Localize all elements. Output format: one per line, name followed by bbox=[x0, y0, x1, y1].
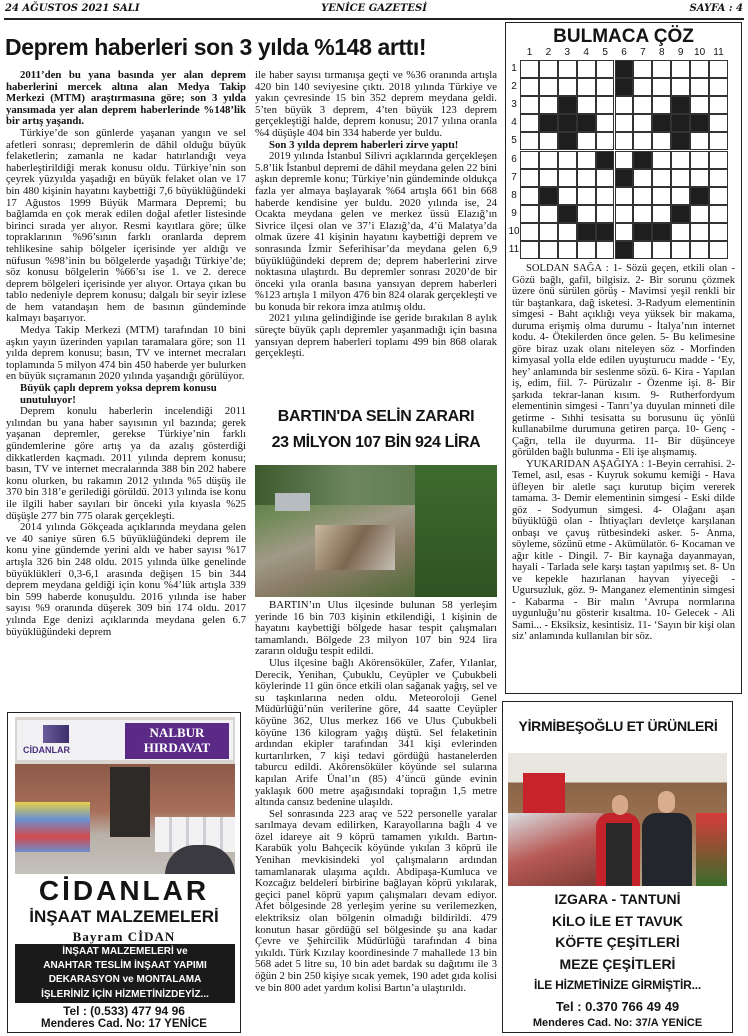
row-number: 3 bbox=[511, 99, 517, 111]
crossword-cell[interactable] bbox=[709, 223, 728, 241]
crossword-black-cell bbox=[671, 96, 690, 114]
crossword-cell[interactable] bbox=[671, 78, 690, 96]
cidanlar-name: CİDANLAR bbox=[38, 875, 210, 906]
yirmibesoglu-title: YİRMİBEŞOĞLU ET ÜRÜNLERİ bbox=[518, 718, 718, 734]
crossword-black-cell bbox=[558, 96, 577, 114]
crossword-cell[interactable] bbox=[671, 60, 690, 78]
crossword-cell[interactable] bbox=[520, 241, 539, 259]
crossword-cell[interactable] bbox=[709, 114, 728, 132]
crossword-cell[interactable] bbox=[633, 78, 652, 96]
crossword-cell[interactable] bbox=[652, 151, 671, 169]
crossword-black-cell bbox=[615, 60, 634, 78]
article-lead: 2011’den bu yana basında yer alan deprem haberlerini mercek altına alan Medya Takip Merkezi (MTM) araştırmasına göre; son 3 yılda yansımada yer alan deprem haberlerinde %148’lik bir artış yaşandı. bbox=[6, 69, 246, 128]
yirmibesoglu-advertisement bbox=[502, 701, 733, 1033]
crossword-black-cell bbox=[652, 223, 671, 241]
crossword-cell[interactable] bbox=[671, 151, 690, 169]
crossword-black-cell bbox=[539, 187, 558, 205]
cidanlar-advertisement bbox=[7, 712, 241, 1033]
crossword-cell[interactable] bbox=[577, 151, 596, 169]
crossword-black-cell bbox=[577, 223, 596, 241]
crossword-cell[interactable] bbox=[577, 60, 596, 78]
crossword-cell[interactable] bbox=[709, 169, 728, 187]
row-number: 5 bbox=[511, 135, 517, 147]
crossword-black-cell bbox=[577, 114, 596, 132]
crossword-black-cell bbox=[652, 114, 671, 132]
crossword-black-cell bbox=[671, 114, 690, 132]
crossword-black-cell bbox=[690, 114, 709, 132]
crossword-cell[interactable] bbox=[577, 187, 596, 205]
crossword-cell[interactable] bbox=[633, 96, 652, 114]
column-number: 6 bbox=[621, 47, 627, 58]
row-number: 9 bbox=[511, 207, 517, 219]
crossword-black-cell bbox=[558, 132, 577, 150]
article-paragraph: Deprem konulu haberlerin incelendiği 2011 yılından bu yana haber sayısının yıl bazında; gerek yaşanan depremler, gerekse Türkiye’nin farklı gündemlerine göre artış ya da azalış gösterdiği dikkatlerden kaçmadı. 2011 yılında deprem konusu; basın, TV ve internet mecralarında 388 bin 202 habere konu olurken, bu rakamın 2012 yılında %5 düşüş ile 370 bin 318’e gerilediği görüldü. 2013 yılında ise konu ile ilgili haber sayıları bir önceki yıla kıyasla %25 düşüşle 277 bin 775 olarak gerçekleşti. bbox=[6, 405, 246, 522]
crossword-cell[interactable] bbox=[596, 78, 615, 96]
crossword-black-cell bbox=[558, 205, 577, 223]
column-number: 1 bbox=[526, 47, 533, 58]
crossword-cell[interactable] bbox=[596, 169, 615, 187]
crossword-cell[interactable] bbox=[652, 132, 671, 150]
crossword-cell[interactable] bbox=[652, 187, 671, 205]
crossword-cell[interactable] bbox=[652, 241, 671, 259]
flood-damage-photo bbox=[255, 465, 497, 597]
article-paragraph: 2019 yılında İstanbul Silivri açıklarında gerçekleşen 5.8’lik İstanbul depremi de dâhil meydana gelen 22 bini aşkın depremle konu; Türkiye’nin gündeminde oldukça fazla yer almaya başlayarak %64 artışla 661 bin 668 haberde kendisine yer buldu. 2020 yılında ise, 24 Ocakta meydana gelen ve merkez üssü Elazığ’ın Sivrice ilçesi olan ve 37’i Elazığ’da, 4’ü Malatya’da olmak üzere 41 kişinin hayatını kaybettiği deprem ve sonrasında İzmir Seferihisar’da meydana gelen 6,9 büyüklüğündeki deprem de; deprem haberlerini zirve noktasına ulaştırdı. Bu depremler sonrası 2020’de bir önceki yıla oranla basına yansıyan deprem haberleri %123 artışla 1 milyon 476 bin 824 olarak gerçekleşti ve bu konuda bir rekora imza atılmış oldu. bbox=[255, 150, 497, 313]
column-number: 4 bbox=[583, 47, 589, 58]
crossword-black-cell bbox=[615, 241, 634, 259]
crossword-cell[interactable] bbox=[520, 169, 539, 187]
crossword-cell[interactable] bbox=[539, 169, 558, 187]
crossword-cell[interactable] bbox=[671, 241, 690, 259]
crossword-black-cell bbox=[558, 114, 577, 132]
cidanlar-owner: Bayram CİDAN bbox=[72, 929, 176, 944]
crossword-cell[interactable] bbox=[690, 96, 709, 114]
crossword-cell[interactable] bbox=[709, 241, 728, 259]
crossword-cell[interactable] bbox=[596, 96, 615, 114]
clues-down: YUKARIDAN AŞAĞIYA : 1-Beyin cerrahisi. 2- Temel, asıl, esas - Kuyruk sokumu kemiği - Hava üfleyen bir aletle saçı kurutup biçim vererek tamama. 3- Demir elementinin simgesi - Eski dilde göz - Sodyumun simgesi. 4- Olağanı aşan büyüklüğü olan - İhtiyaçları devletçe karşılanan onbaşı ve çavuş rütbesindeki asker. 5- Anma, söyleme, sözünü etme - Akümülatör. 6- Kocaman ve ağır kitle - Dingil. 7- Bir kaynağa dayanmayan, hayali - Tarlada sele karşı taştan yapılmış set. 8- Un ve kepekle hazırlanan hayvan yiyeceği - Ugursuzluk, göz. 9- Manganez elementinin simgesi - Kabarma - Bir malın ‘Avrupa normlarına uygunluğu’nu gösterir kısaltma. 10- Gelecek - Ali Sami... - Eksiksiz, kesintisiz. 11- ‘Sayın bir kişi olan siz’ anlamında kullanılan bir söz. bbox=[512, 458, 735, 642]
crossword-cell[interactable] bbox=[539, 151, 558, 169]
crossword-black-cell bbox=[615, 169, 634, 187]
crossword-cell[interactable] bbox=[633, 187, 652, 205]
crossword-cell[interactable] bbox=[690, 78, 709, 96]
crossword-cell[interactable] bbox=[539, 205, 558, 223]
column-number: 8 bbox=[659, 47, 665, 58]
crossword-cell[interactable] bbox=[539, 132, 558, 150]
crossword-cell[interactable] bbox=[690, 223, 709, 241]
cidanlar-services: İNŞAAT MALZEMELERİ ve ANAHTAR TESLİM İNŞAAT YAPIMI DEKARASYON ve MONTALAMA İŞLERİNİZ İÇİN HİZMETİNİZDEYİZ... bbox=[15, 944, 235, 1003]
crossword-cell[interactable] bbox=[596, 132, 615, 150]
crossword-cell[interactable] bbox=[539, 60, 558, 78]
crossword-cell[interactable] bbox=[652, 169, 671, 187]
row-number: 2 bbox=[511, 81, 517, 93]
article-paragraph: ile haber sayısı tırmanışa geçti ve %36 oranında artışla 420 bin 140 seviyesine çıktı. 2018 yılında Türkiye ve yakın çevresinde 15 bin 352 deprem meydana geldi. 5’ten büyük 3 deprem, 4’ten büyük 123 deprem gerçekleştiği halde, deprem konusu; 2017 yılına oranla %4 düşüşle 404 bin 334 haberde yer buldu. bbox=[255, 69, 497, 139]
crossword-box bbox=[505, 22, 742, 694]
crossword-black-cell bbox=[633, 151, 652, 169]
yirmibesoglu-services: IZGARA - TANTUNİ KİLO İLE ET TAVUK KÖFTE ÇEŞİTLERİ MEZE ÇEŞİTLERİ İLE HİZMETİNİZE GİRMİŞTİR... bbox=[533, 891, 702, 992]
crossword-cell[interactable] bbox=[558, 241, 577, 259]
crossword-black-cell bbox=[690, 187, 709, 205]
crossword-cell[interactable] bbox=[539, 96, 558, 114]
crossword-cell[interactable] bbox=[520, 205, 539, 223]
crossword-black-cell bbox=[633, 223, 652, 241]
column-number: 2 bbox=[545, 47, 552, 58]
crossword-cell[interactable] bbox=[520, 223, 539, 241]
crossword-cell[interactable] bbox=[652, 78, 671, 96]
crossword-cell[interactable] bbox=[558, 60, 577, 78]
butcher-shop-photo bbox=[508, 753, 727, 886]
crossword-cell[interactable] bbox=[520, 114, 539, 132]
row-number: 6 bbox=[511, 153, 517, 165]
article-paragraph: 2021 yılına gelindiğinde ise geride bırakılan 8 aylık süreçte büyük çaplı depremler yaşanmadığı için basına yansıyan deprem haberleri toplamı 499 bin 868 olarak gerçekleşti. bbox=[255, 312, 497, 360]
store-photo bbox=[15, 717, 235, 874]
crossword-cell[interactable] bbox=[577, 132, 596, 150]
crossword-cell[interactable] bbox=[539, 78, 558, 96]
crossword-black-cell bbox=[671, 132, 690, 150]
crossword-cell[interactable] bbox=[633, 60, 652, 78]
crossword-cell[interactable] bbox=[520, 78, 539, 96]
crossword-cell[interactable] bbox=[596, 114, 615, 132]
crossword-cell[interactable] bbox=[709, 205, 728, 223]
crossword-cell[interactable] bbox=[709, 96, 728, 114]
crossword-black-cell bbox=[596, 151, 615, 169]
crossword-cell[interactable] bbox=[615, 187, 634, 205]
crossword-cell[interactable] bbox=[615, 151, 634, 169]
crossword-cell[interactable] bbox=[577, 205, 596, 223]
crossword-cell[interactable] bbox=[615, 205, 634, 223]
article-paragraph: Türkiye’de son günlerde yaşanan yangın ve sel afetleri sonrası; depremlerin de dâhil olduğu büyük felaketlerin; zamanla ne kadar hatırlandığı veya haberleştirildiği merak konusu oldu. Türkiye’nin son çeyrek yüzyılda yaşadığı en büyük felaket olan ve 17 bin 480 kişinin hayatını kaybettiği 7,6 büyüklüğündeki 17 Ağustos 1999 Büyük Marmara Depremi; bu bağlamda en çok merak edilen doğal afetler listesinde birinci sırada yer alıyor. Resmi kayıtlara göre; ülke topraklarının %96’sının farklı oranlarda deprem tehlikesine sahip bölgeler içerisinde yer aldığı ve nüfusun %98’inin bu bölgelerde yaşadığı Türkiye’de; söz konusu bölgelerin %66’sı ise 1. ve 2. derece deprem bölgeleri içerisinde yer alıyor. Ortaya çıkan bu tablo nedeniyle deprem konusu; dalgalı bir seyir izlese de hem vatandaşın hem de basının gündeminde kalmayı başarıyor. bbox=[6, 126, 246, 325]
article-column-2 bbox=[255, 70, 497, 400]
crossword-cell[interactable] bbox=[596, 205, 615, 223]
issue-date: 24 AĞUSTOS 2021 SALI bbox=[5, 3, 140, 14]
cidanlar-logo: CİDANLAR bbox=[23, 745, 70, 755]
crossword-cell[interactable] bbox=[520, 151, 539, 169]
row-number: 1 bbox=[511, 63, 517, 74]
page-number: SAYFA : 4 bbox=[689, 3, 743, 14]
crossword-cell[interactable] bbox=[577, 78, 596, 96]
newspaper-name: YENİCE GAZETESİ bbox=[321, 3, 427, 14]
article-paragraph: Medya Takip Merkezi (MTM) tarafından 10 bini aşkın yayın üzerinden yapılan taramalara göre; son 11 yılda deprem konusu; basın, TV ve internet mecraları toplamında 5 milyon 474 bin 450 haberde yer bulurken en büyük sıçramanın 2020 yılında yaşandığı görülüyor. bbox=[6, 324, 246, 383]
crossword-cell[interactable] bbox=[558, 187, 577, 205]
crossword-black-cell bbox=[596, 223, 615, 241]
column-number: 11 bbox=[713, 47, 724, 58]
row-number: 10 bbox=[508, 225, 520, 237]
yirmibesoglu-phone: Tel : 0.370 766 49 49 bbox=[555, 999, 680, 1014]
article-paragraph: BARTIN’ın Ulus ilçesinde bulunan 58 yerleşim yerinde 16 bin 703 kişinin etkilendiği, 1 kişinin de hayatını kaybettiği bölgede hasar tespit çalışmaları tamamlandı. Bölgede 23 milyon 107 bin 924 lira zararın olduğu tespit edildi. bbox=[255, 599, 497, 658]
crossword-cell[interactable] bbox=[633, 114, 652, 132]
row-number: 7 bbox=[511, 171, 517, 183]
column-number: 9 bbox=[677, 47, 684, 58]
article-subheading: Son 3 yılda deprem haberleri zirve yaptı! bbox=[269, 138, 459, 151]
crossword-cell[interactable] bbox=[520, 132, 539, 150]
crossword-cell[interactable] bbox=[652, 205, 671, 223]
crossword-cell[interactable] bbox=[596, 60, 615, 78]
crossword-cell[interactable] bbox=[596, 187, 615, 205]
crossword-cell[interactable] bbox=[709, 132, 728, 150]
article-paragraph: Ulus ilçesine bağlı Akörensöküler, Zafer, Yılanlar, Derecik, Yenihan, Çubuklu, Ceyüpler ve Çubukbeli köylerinde 11 gün önce etkili olan sağanak yağış, sel ve su taşkınlarına neden oldu. Meteoroloji Genel Müdürlüğü’nün verilerine göre, 44 saatte Ceyüpler köyüne 362, Ulus merkez 166 ve Ulus Çubukbeli köyüne 136 kilogram yağış düştü. Sel felaketinin ardından ekipler tarafından 341 kişi evlerinden kurtarılırken, 7 kişi tedavi gördüğü hastanelerden taburcu edildi. Akörensöküler köyünde sel sularına kapılan Arife Ünal’ın (85) 4’üncü günde evinin yaklaşık 600 metre aşağısındaki toprağın 1,5 metre altında cansız bedenine ulaşıldı. bbox=[255, 656, 497, 809]
crossword-cell[interactable] bbox=[633, 132, 652, 150]
crossword-title: BULMACA ÇÖZ bbox=[553, 26, 694, 47]
bartin-headline bbox=[255, 404, 497, 460]
crossword-cell[interactable] bbox=[615, 132, 634, 150]
crossword-cell[interactable] bbox=[558, 169, 577, 187]
article-paragraph: 2014 yılında Gökçeada açıklarında meydana gelen ve 40 saniye süren 6.5 büyüklüğündeki deprem ile konu yine gündemde yerini aldı ve haber sayısı %17 artışla 326 bin 248 oldu. 2015 yılında ülke genelinde büyüklükleri 0,3-6,1 arasında değişen 15 bin 344 deprem meydana geldiği için konu %4’lük artışla 339 bin 599 haberde konuşuldu. 2016 yılında ise haber sayısı %9 oranında düşerek 309 bin 174 oldu. 2017 yılında Ege denizi açıklarında meydana gelen 6.7 büyüklüğündeki deprem bbox=[6, 521, 246, 638]
header-divider bbox=[4, 18, 744, 20]
column-number: 7 bbox=[640, 47, 646, 58]
crossword-cell[interactable] bbox=[633, 169, 652, 187]
crossword-cell[interactable] bbox=[652, 60, 671, 78]
nalbur-sign: NALBUR HIRDAVAT bbox=[125, 723, 229, 759]
crossword-cell[interactable] bbox=[615, 223, 634, 241]
crossword-cell[interactable] bbox=[690, 169, 709, 187]
crossword-cell[interactable] bbox=[690, 241, 709, 259]
crossword-cell[interactable] bbox=[558, 223, 577, 241]
crossword-black-cell bbox=[671, 205, 690, 223]
crossword-cell[interactable] bbox=[520, 96, 539, 114]
crossword-cell[interactable] bbox=[520, 187, 539, 205]
column-number: 3 bbox=[564, 47, 571, 58]
bartin-article bbox=[255, 600, 497, 1032]
crossword-clues bbox=[512, 263, 735, 689]
crossword-cell[interactable] bbox=[671, 169, 690, 187]
crossword-cell[interactable] bbox=[577, 169, 596, 187]
cidanlar-phone: Tel : (0.533) 477 94 96 bbox=[63, 1004, 185, 1018]
article-column-1 bbox=[6, 70, 246, 706]
cidanlar-subtitle: İNŞAAT MALZEMELERİ bbox=[29, 907, 219, 926]
crossword-cell[interactable] bbox=[615, 114, 634, 132]
crossword-cell[interactable] bbox=[539, 223, 558, 241]
row-number: 4 bbox=[511, 117, 517, 129]
crossword-cell[interactable] bbox=[671, 187, 690, 205]
bartin-headline-line1: BARTIN'DA SELİN ZARARI bbox=[277, 408, 475, 425]
yirmibesoglu-address: Menderes Cad. No: 37/A YENİCE bbox=[532, 1017, 703, 1029]
crossword-cell[interactable] bbox=[633, 241, 652, 259]
crossword-cell[interactable] bbox=[615, 96, 634, 114]
crossword-cell[interactable] bbox=[577, 241, 596, 259]
crossword-cell[interactable] bbox=[709, 151, 728, 169]
crossword-cell[interactable] bbox=[709, 187, 728, 205]
crossword-black-cell bbox=[615, 78, 634, 96]
column-number: 10 bbox=[694, 47, 706, 58]
row-number: 11 bbox=[508, 244, 520, 255]
article-subheading: Büyük çaplı deprem yoksa deprem konusu unutuluyor! bbox=[20, 382, 217, 406]
column-number: 5 bbox=[602, 47, 608, 58]
crossword-cell[interactable] bbox=[690, 151, 709, 169]
bartin-headline-line2: 23 MİLYON 107 BİN 924 LİRA bbox=[271, 434, 481, 451]
crossword-cell[interactable] bbox=[671, 223, 690, 241]
article-paragraph: Sel sonrasında 223 araç ve 522 personelle yaralar sarılmaya devam edilirken, Karayollarına bağlı 4 ve özel idareye ait 9 köprü tamamen yıkıldı. Bartın- Karabük yolu Bahçecik köyünde yıkılan 3 köprü ile Yenihan mevkisindeki yol çalışmaların ardından tamamlanarak ulaşıma açıldı. Abdipaşa-Kumluca ve Kozcağız beldeleri birbirine bağlayan köprü yıkılarak, geçici panel köprü yapım çalışmaları devam ediyor. Afet bölgesinde 28 yerleşim yerine su verilemezken, elektriksiz olan bölgenin olmadığı bildirildi. 479 konutun hasar gördüğü sel bölgesinde şu ana kadar Çevre ve Şehircilik Müdürlüğü tarafından 4 bina yıkıldı. Türk Kızılay koordinesinde 7 mahallede 13 bin 568 adet 5 litre su, 10 bin adet bardak su dağıtımı ile 3 öğün 2 bin 250 kişiye sıcak yemek, 190 adet gıda kolisi ve bin 800 adet yardım kolisi Bartın’a ulaştırıldı. bbox=[255, 807, 497, 994]
crossword-cell[interactable] bbox=[596, 241, 615, 259]
crossword-cell[interactable] bbox=[652, 96, 671, 114]
crossword-cell[interactable] bbox=[558, 78, 577, 96]
headline: Deprem haberleri son 3 yılda %148 arttı! bbox=[5, 34, 427, 60]
crossword-black-cell bbox=[539, 114, 558, 132]
crossword-cell[interactable] bbox=[633, 205, 652, 223]
clues-across: SOLDAN SAĞA : 1- Sözü geçen, etkili olan - Gözü bağlı, gafil, bilgisiz. 2- Bir sorunu çözmek üzere önü sürülen görüş - Mavimsi yeşil renkli bir tür baştankara, dağ isketesi. 3-Radyum elementinin simgesi - Baht açıklığı veya yüksek bir makama, duruma erişmiş olma durumu - İtalya’nın internet kodu. 4- Ötekilerden önce gelen. 5- Bu kelimesine göre biraz uzak olanı niteleyen söz - Morfinden kimyasal yolla elde edilen uyuşturucu madde - ‘Ey, hey’ anlamında bir seslenme sözü. 6- Kira - Yapılan iş, edim, fiil. 7- Pürüzalır - Özenme işi. 8- Bir şarkıda tekrar-lanan kısım. 9- Rutherfordyum elementinin simgesi - Tanrı’ya duyulan minneti dile getirme - Sıhhi tesisatta su borusunu üç yönlü kullanabilme durumuna getiren parça. 10- Genç - Çağrı, tella ile duyurma. 11- Bir düşünceye görülden bağlı bulunma - Eli işe alışmamış. bbox=[512, 263, 735, 458]
crossword-cell[interactable] bbox=[539, 241, 558, 259]
crossword-cell[interactable] bbox=[558, 151, 577, 169]
crossword-cell[interactable] bbox=[577, 96, 596, 114]
crossword-cell[interactable] bbox=[709, 78, 728, 96]
row-number: 8 bbox=[511, 189, 517, 201]
crossword-cell[interactable] bbox=[690, 132, 709, 150]
cidanlar-address: Menderes Cad. No: 17 YENİCE bbox=[41, 1018, 207, 1030]
building-logo-icon bbox=[43, 725, 69, 743]
crossword-cell[interactable] bbox=[690, 60, 709, 78]
crossword-cell[interactable] bbox=[690, 205, 709, 223]
crossword-cell[interactable] bbox=[520, 60, 539, 78]
crossword-cell[interactable] bbox=[709, 60, 728, 78]
